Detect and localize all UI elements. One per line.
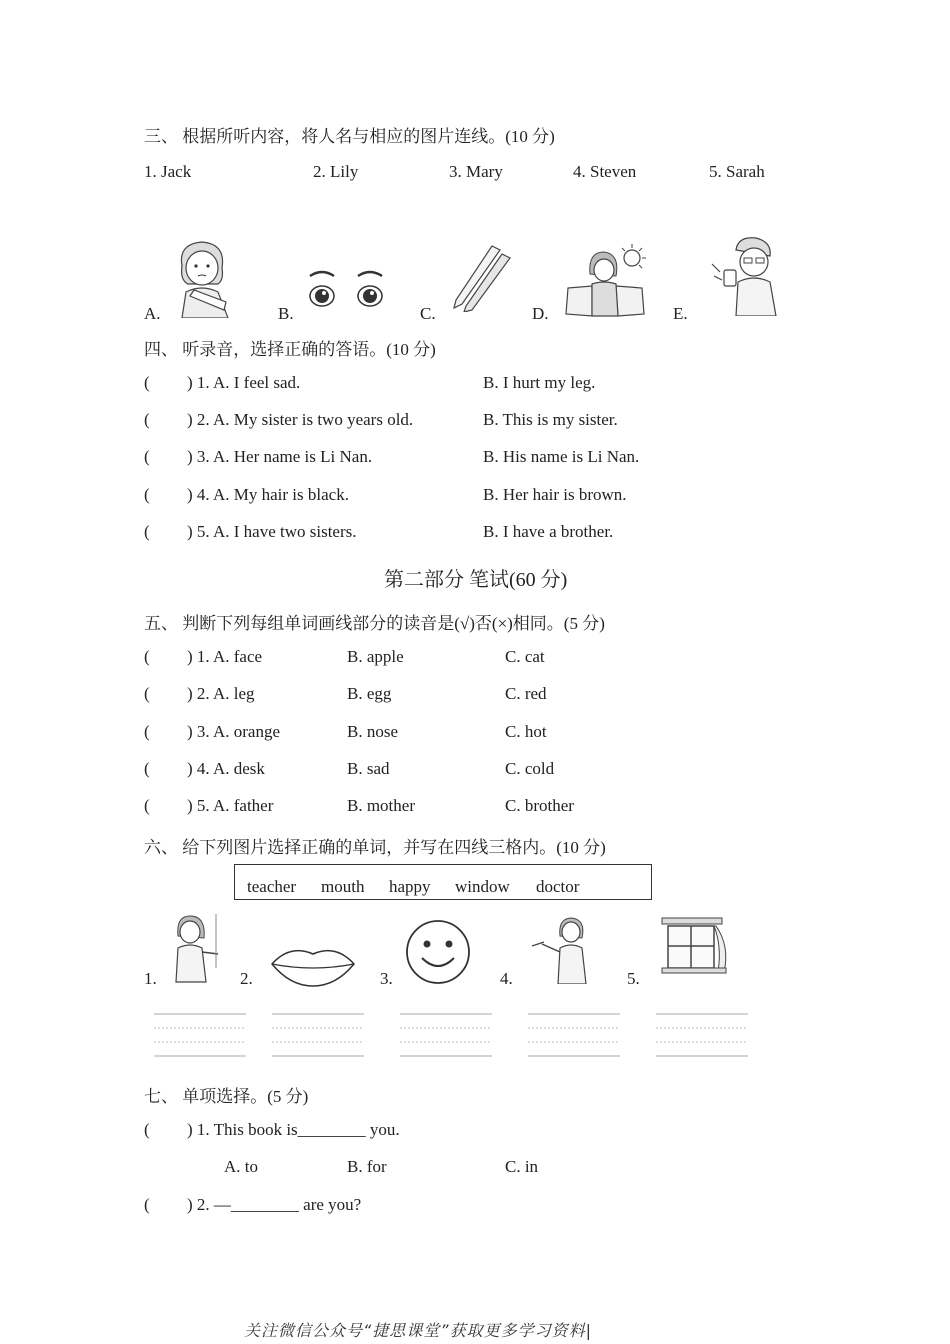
question-2-text: ) 2. —________ are you? [187,1195,362,1214]
picture-number-4: 4. [500,969,513,988]
option-a: ) 2. A. leg [187,684,255,703]
word-bank-item: happy [389,877,431,896]
writing-grid-3[interactable] [400,1008,492,1060]
answer-bracket[interactable]: ( [144,1195,150,1214]
word-bank-item: window [455,877,510,896]
smiley-face-picture [404,918,472,986]
picture-number-5: 5. [627,969,640,988]
question-1-text: ) 1. This book is________ you. [187,1120,400,1139]
eyes-picture [304,266,392,316]
answer-bracket[interactable]: ( [144,796,150,815]
section7-title: 七、 单项选择。(5 分) [144,1087,309,1106]
man-bottle-picture [706,236,778,316]
word-bank-box [234,864,652,900]
option-c: C. in [505,1157,539,1176]
picture-number-3: 3. [380,969,393,988]
word-bank-item: teacher [247,877,297,896]
name-3: 3. Mary [449,162,503,181]
option-b: B. mother [347,796,415,815]
option-b: B. nose [347,722,398,741]
picture-number-2: 2. [240,969,253,988]
lips-picture [270,942,356,988]
option-a: ) 5. A. I have two sisters. [187,522,357,541]
option-a: ) 1. A. face [187,647,263,666]
picture-label-e: E. [673,304,688,323]
answer-bracket[interactable]: ( [144,1120,150,1139]
picture-number-1: 1. [144,969,157,988]
answer-bracket[interactable]: ( [144,647,150,666]
writing-grid-4[interactable] [528,1008,620,1060]
option-b: B. for [347,1157,387,1176]
girl-towel-sun-picture [562,244,648,320]
option-a: ) 1. A. I feel sad. [187,373,301,392]
option-b: B. sad [347,759,390,778]
picture-label-b: B. [278,304,294,323]
option-b: B. I hurt my leg. [483,373,596,392]
part2-title: 第二部分 笔试(60 分) [384,569,568,591]
option-a: ) 4. A. desk [187,759,265,778]
answer-bracket[interactable]: ( [144,373,150,392]
picture-label-a: A. [144,304,161,323]
writing-grid-5[interactable] [656,1008,748,1060]
option-b: B. egg [347,684,392,703]
section3-title: 三、 根据所听内容，将人名与相应的图片连线。(10 分) [144,127,555,146]
answer-bracket[interactable]: ( [144,684,150,703]
option-a: A. to [224,1157,258,1176]
picture-label-d: D. [532,304,549,323]
option-c: C. hot [505,722,547,741]
option-b: B. apple [347,647,404,666]
option-a: ) 5. A. father [187,796,274,815]
option-b: B. This is my sister. [483,410,618,429]
answer-bracket[interactable]: ( [144,759,150,778]
window-picture [660,916,732,976]
option-a: ) 3. A. orange [187,722,281,741]
answer-bracket[interactable]: ( [144,522,150,541]
option-a: ) 4. A. My hair is black. [187,485,349,504]
footer-note: 关注微信公众号“捷思课堂”获取更多学习资料| [244,1321,592,1340]
name-2: 2. Lily [313,162,359,181]
option-c: C. red [505,684,547,703]
section4-title: 四、 听录音，选择正确的答语。(10 分) [144,340,436,359]
pencils-picture [448,244,512,312]
section6-title: 六、 给下列图片选择正确的单词，并写在四线三格内。(10 分) [144,838,606,857]
answer-bracket[interactable]: ( [144,447,150,466]
option-b: B. Her hair is brown. [483,485,627,504]
option-a: ) 2. A. My sister is two years old. [187,410,414,429]
name-4: 4. Steven [573,162,637,181]
word-bank-item: doctor [536,877,580,896]
writing-grid-1[interactable] [154,1008,246,1060]
option-c: C. cat [505,647,545,666]
answer-bracket[interactable]: ( [144,722,150,741]
girl-hurt-arm-picture [168,236,240,318]
name-1: 1. Jack [144,162,192,181]
picture-label-c: C. [420,304,436,323]
word-bank-item: mouth [321,877,365,896]
option-b: B. I have a brother. [483,522,614,541]
doctor-woman-picture [530,914,596,984]
answer-bracket[interactable]: ( [144,410,150,429]
option-c: C. cold [505,759,555,778]
option-a: ) 3. A. Her name is Li Nan. [187,447,373,466]
option-b: B. His name is Li Nan. [483,447,640,466]
teacher-girl-picture [168,912,222,984]
name-5: 5. Sarah [709,162,765,181]
option-c: C. brother [505,796,574,815]
section5-title: 五、 判断下列每组单词画线部分的读音是(√)否(×)相同。(5 分) [144,614,605,633]
answer-bracket[interactable]: ( [144,485,150,504]
writing-grid-2[interactable] [272,1008,364,1060]
